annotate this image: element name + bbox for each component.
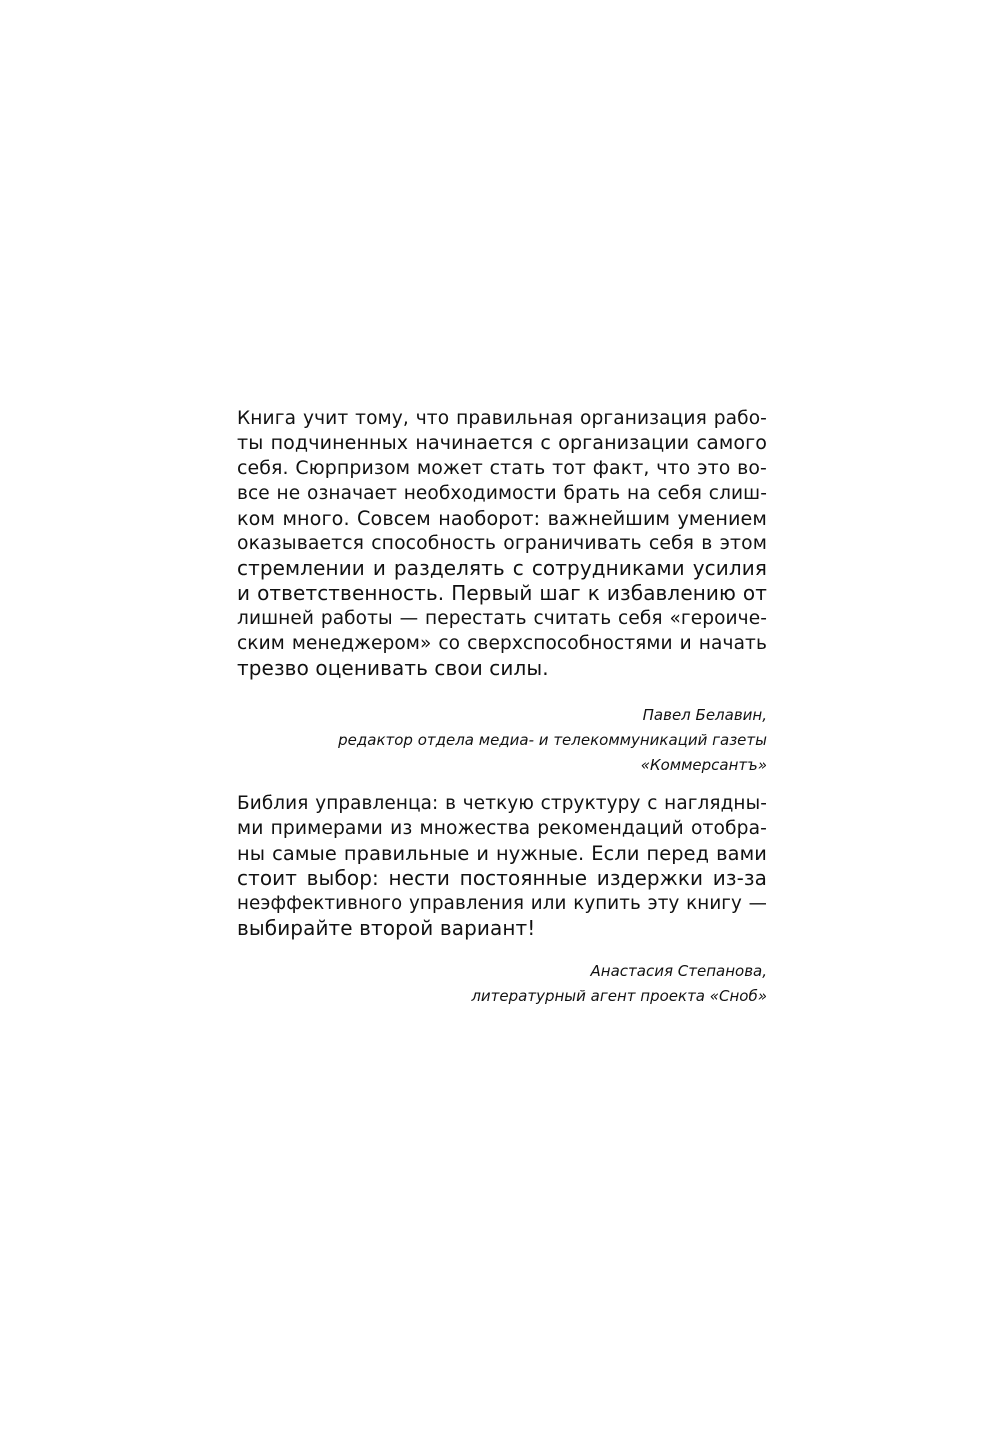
quote-attribution (237, 959, 767, 1009)
quote-line: ком много. Совсем наоборот: важнейшим умением (237, 507, 767, 530)
review-quote (237, 791, 767, 941)
quote-line: ским менеджером» со сверхспособностями и начать (237, 633, 767, 654)
quote-line: стоит выбор: нести постоянные издержки из-за (237, 866, 767, 890)
quote-line: Книга учит тому, что правильная организация рабо- (237, 408, 767, 429)
attribution-role: литературный агент проекта «Сноб» (471, 987, 767, 1005)
quote-line: выбирайте второй вариант! (237, 916, 536, 940)
quote-line: и ответственность. Первый шаг к избавлению от (237, 581, 767, 605)
quote-line: ми примерами из множества рекомендаций отобра- (237, 818, 767, 839)
quote-line: неэффективного управления или купить эту книгу — (237, 893, 767, 914)
quote-line: трезво оценивать свои силы. (237, 656, 549, 680)
attribution-name: Павел Белавин, (642, 706, 767, 724)
quote-line: стремлении и разделять с сотрудниками усилия (237, 556, 767, 580)
quote-attribution (237, 703, 767, 778)
quote-line: себя. Сюрпризом может стать тот факт, что это во- (237, 457, 767, 479)
quote-line: Библия управленца: в четкую структуру с наглядны- (237, 793, 767, 814)
attribution-role: «Коммерсантъ» (640, 756, 767, 774)
quote-line: оказывается способность ограничивать себя в этом (237, 533, 767, 554)
quote-line: лишней работы — перестать считать себя «героиче- (237, 608, 767, 629)
attribution-name: Анастасия Степанова, (590, 962, 767, 980)
quote-line: ты подчиненных начинается с организации самого (237, 432, 767, 454)
attribution-role: редактор отдела медиа- и телекоммуникаций газеты (338, 731, 767, 749)
quote-line: ны самые правильные и нужные. Если перед вами (237, 842, 767, 865)
quote-line: все не означает необходимости брать на себя слиш- (237, 483, 767, 504)
review-quote (237, 406, 767, 681)
